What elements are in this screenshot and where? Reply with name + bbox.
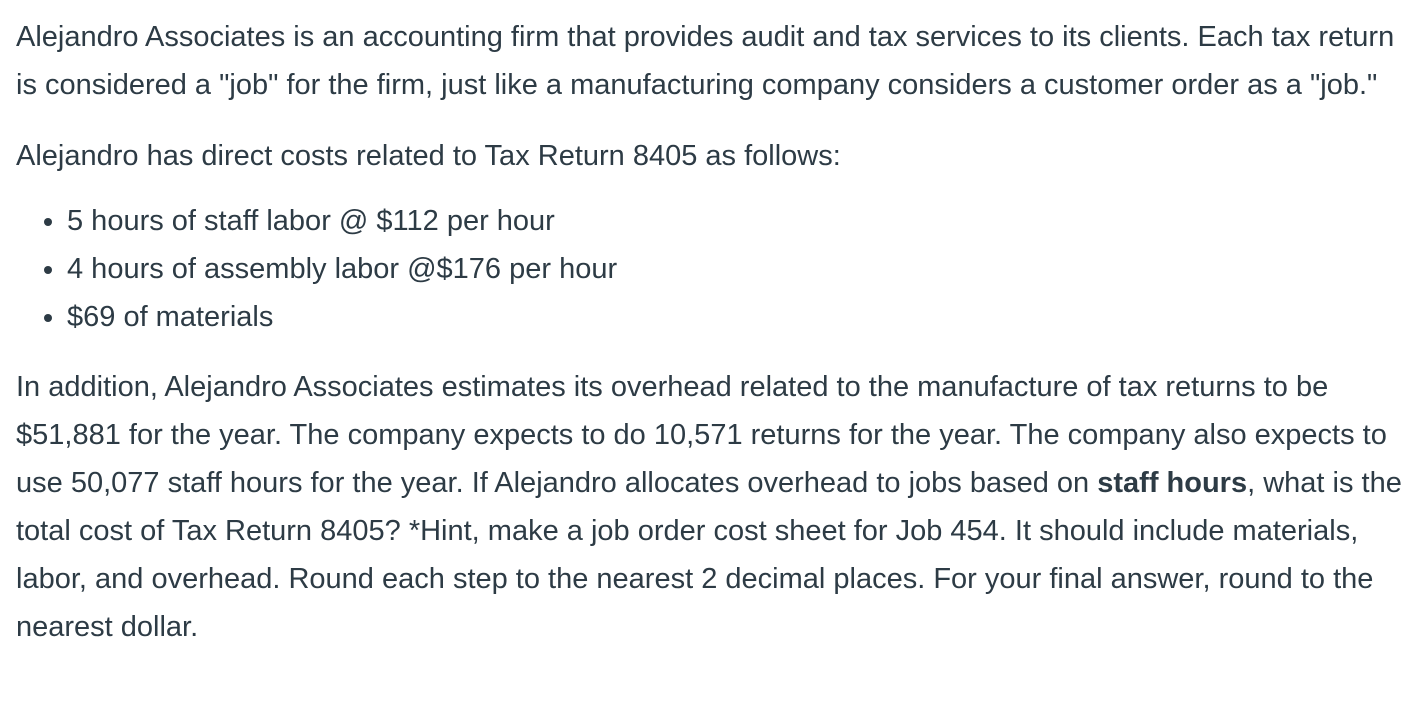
intro-paragraph: Alejandro Associates is an accounting firm that provides audit and tax services to its clients. Each tax return is considered a "job" for the firm, just like a manufacturing company considers a customer order as a "job." <box>16 21 1395 101</box>
list-item: • 5 hours of staff labor @ $112 per hour <box>67 197 1410 245</box>
list-item: • $69 of materials <box>67 293 1410 341</box>
question-text-part2: , what is the total cost of Tax Return 8405? *Hint, make a job order cost sheet for Job 454. It should include materials, labor, and overhead. Round each step to the nearest 2 decimal places. For your final answer, round to the nearest dollar. <box>16 467 1402 643</box>
direct-costs-list <box>16 197 1410 341</box>
list-item: • 4 hours of assembly labor @$176 per hour <box>67 245 1410 293</box>
question-text <box>16 13 1410 651</box>
question-text-part1: In addition, Alejandro Associates estimates its overhead related to the manufacture of tax returns to be $51,881 for the year. The company expects to do 10,571 returns for the year. The company also expects to use 50,077 staff hours for the year. If Alejandro allocates overhead to jobs based on <box>16 371 1387 499</box>
question-paragraph <box>16 363 1410 651</box>
allocation-basis-bold: staff hours <box>1097 467 1248 499</box>
direct-costs-lead: Alejandro has direct costs related to Tax Return 8405 as follows: <box>16 140 841 172</box>
